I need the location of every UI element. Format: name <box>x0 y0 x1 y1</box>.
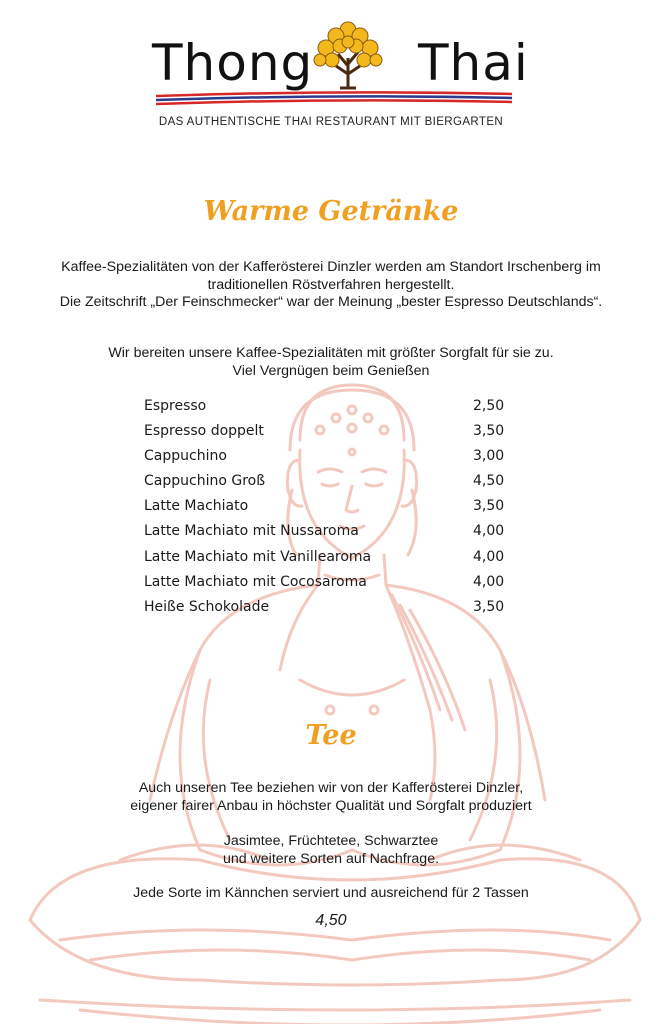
menu-item <box>144 546 504 571</box>
tea-price: 4,50 <box>315 912 347 929</box>
menu-item <box>144 520 504 545</box>
item-price: 2,50 <box>473 398 505 414</box>
warm-intro-line: traditionellen Röstverfahren hergestellt. <box>207 276 455 293</box>
item-name: Espresso <box>144 398 207 414</box>
warm-intro <box>20 259 642 312</box>
tea-sorts <box>20 833 642 868</box>
tea-intro-line: Auch unseren Tee beziehen wir von der Kafferösterei Dinzler, <box>138 780 524 796</box>
logo-text-left: Thong <box>152 34 314 92</box>
warm-intro-line: Kaffee-Spezialitäten von der Kafferösterei Dinzler werden am Standort Irschenberg im <box>61 259 601 275</box>
menu-item <box>144 395 504 420</box>
menu-item <box>144 571 504 596</box>
tea-intro-line: eigener fairer Anbau in höchster Qualität und Sorgfalt produziert <box>130 797 532 814</box>
item-price: 4,00 <box>473 548 505 565</box>
item-name: Latte Machiato <box>144 498 249 515</box>
warm-drinks-title: Warme Getränke <box>203 196 459 227</box>
menu-item <box>144 470 504 495</box>
item-price: 3,50 <box>473 598 505 615</box>
tea-sorts-line: Jasimtee, Früchtetee, Schwarztee <box>223 833 439 849</box>
item-price: 3,00 <box>473 448 505 465</box>
tea-title: Tee <box>305 720 357 751</box>
menu-item <box>144 445 504 470</box>
warm-note-line: Viel Vergnügen beim Genießen <box>232 362 430 379</box>
item-price: 4,00 <box>473 573 505 590</box>
item-name: Latte Machiato mit Cocosaroma <box>144 573 367 590</box>
tea-intro <box>20 780 642 815</box>
item-price: 4,50 <box>473 473 505 490</box>
warm-note-line: Wir bereiten unsere Kaffee-Spezialitäten mit größter Sorgfalt für sie zu. <box>108 345 554 361</box>
tea-sorts-line: und weitere Sorten auf Nachfrage. <box>222 850 440 867</box>
item-price: 4,00 <box>473 523 505 540</box>
menu-item <box>144 495 504 520</box>
item-name: Espresso doppelt <box>144 423 264 440</box>
item-name: Cappuchino <box>144 448 227 465</box>
menu-item <box>144 420 504 445</box>
item-name: Latte Machiato mit Nussaroma <box>144 523 359 540</box>
tree-logo-icon <box>310 18 386 90</box>
warm-intro-line: Die Zeitschrift „Der Feinschmecker“ war der Meinung „bester Espresso Deutschlands“. <box>59 294 603 310</box>
header <box>0 0 662 140</box>
coffee-menu-list <box>144 395 504 621</box>
item-price: 3,50 <box>473 498 505 515</box>
item-name: Cappuchino Groß <box>144 473 266 490</box>
warm-note <box>20 345 642 380</box>
flag-stripes <box>156 88 512 110</box>
tagline: DAS AUTHENTISCHE THAI RESTAURANT MIT BIERGARTEN <box>158 116 504 128</box>
item-price: 3,50 <box>473 423 505 440</box>
item-name: Latte Machiato mit Vanillearoma <box>144 548 372 565</box>
tea-serving: Jede Sorte im Kännchen serviert und ausreichend für 2 Tassen <box>133 885 529 901</box>
item-name: Heiße Schokolade <box>144 598 270 615</box>
menu-item <box>144 596 504 621</box>
logo-text-right: Thai <box>418 34 529 92</box>
